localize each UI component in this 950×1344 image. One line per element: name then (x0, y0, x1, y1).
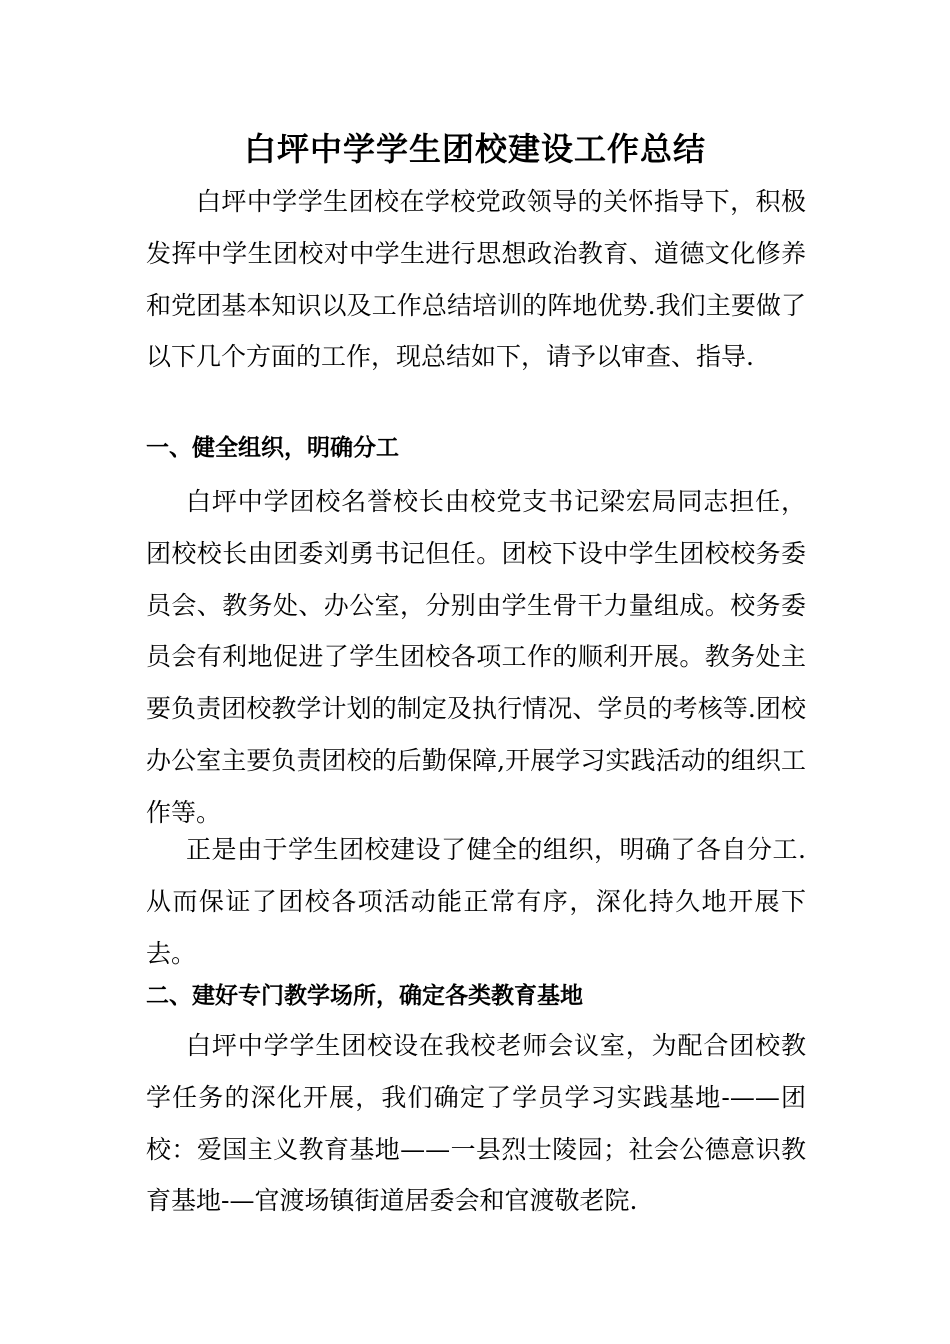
intro-paragraph: 白坪中学学生团校在学校党政领导的关怀指导下，积极发挥中学生团校对中学生进行思想政治教育、道德文化修养和党团基本知识以及工作总结培训的阵地优势.我们主要做了以下几个方面的工作，现总结如下，请予以审查、指导. (146, 187, 806, 372)
section-1-paragraph-1: 白坪中学团校名誉校长由校党支书记梁宏局同志担任，团校校长由团委刘勇书记但任。团校下设中学生团校校务委员会、教务处、办公室，分别由学生骨干力量组成。校务委员会有利地促进了学生团校各项工作的顺利开展。教务处主要负责团校教学计划的制定及执行情况、学员的考核等.团校办公室主要负责团校的后勤保障,开展学习实践活动的组织工作等。 (146, 487, 806, 827)
section-2-paragraph-1: 白坪中学学生团校设在我校老师会议室，为配合团校教学任务的深化开展，我们确定了学员学习实践基地-——团校：爱国主义教育基地——一县烈士陵园；社会公德意识教育基地-—官渡场镇街道居委会和官渡敬老院. (146, 1031, 806, 1216)
section-heading-1: 一、健全组织，明确分工 (146, 435, 399, 461)
document-title: 白坪中学学生团校建设工作总结 (243, 130, 706, 168)
section-1-paragraph-2: 正是由于学生团校建设了健全的组织，明确了各自分工.从而保证了团校各项活动能正常有序，深化持久地开展下去。 (146, 835, 806, 968)
section-heading-2: 二、建好专门教学场所，确定各类教育基地 (146, 983, 583, 1009)
